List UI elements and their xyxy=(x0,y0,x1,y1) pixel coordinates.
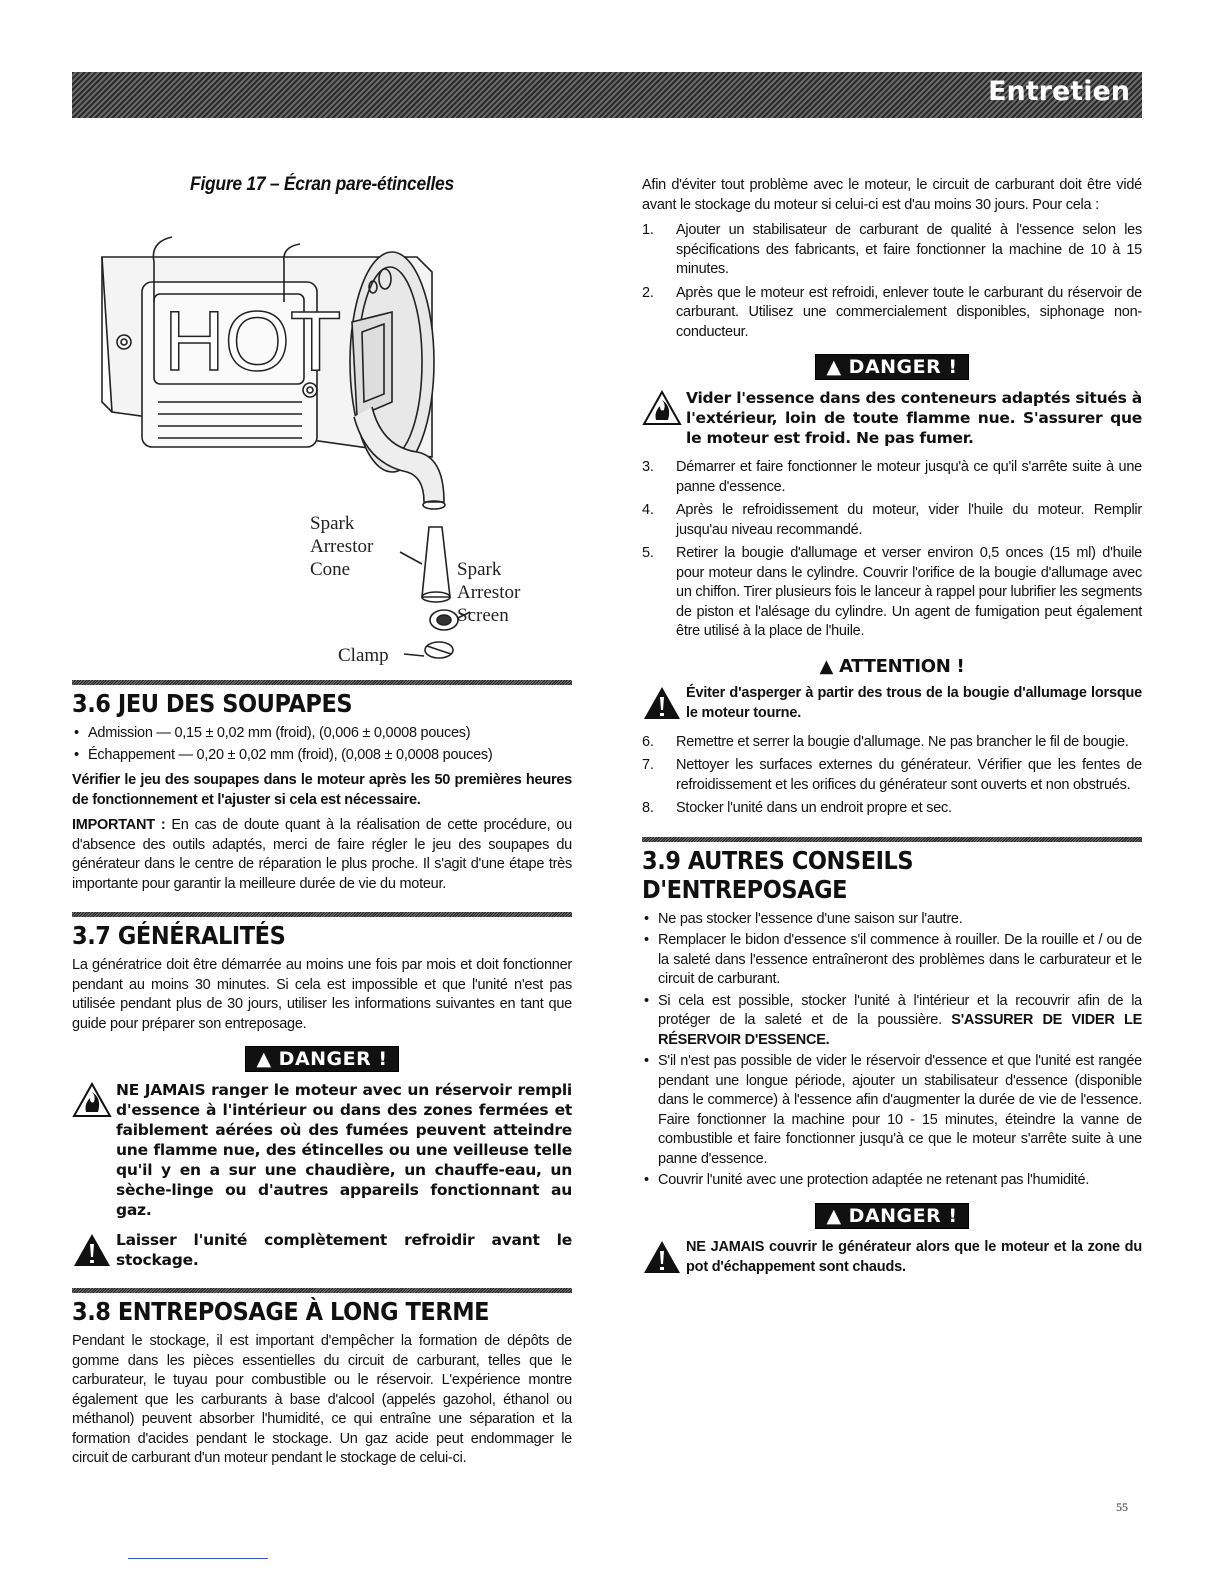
list-item: • Si cela est possible, stocker l'unité à l'intérieur et la recouvrir afin de la protéger de la saleté et de la poussière. S'ASSURER DE VIDER LE RÉSERVOIR D'ESSENCE. xyxy=(642,992,1142,1051)
left-column xyxy=(72,160,572,1475)
section-3-7 xyxy=(72,912,572,1270)
danger-warning-cover: NE JAMAIS couvrir le générateur alors que le moteur et la zone du pot d'échappement sont chauds. xyxy=(642,1237,1142,1277)
section-divider xyxy=(642,837,1142,842)
section-3-8-body: Pendant le stockage, il est important d'empêcher la formation de dépôts de gomme dans les pièces essentielles du circuit de carburant, telles que le carburateur, le tuyau pour combustible ou le réservoir. L'expérience montre également que les carburants à base d'alcool (appelés gazohol, éthanol ou méthanol) peuvent absorber l'humidité, ce qui entraîne une séparation et la formation d'acides pendant le stockage. Un gaz acide peut endommager le circuit de carburant d'un moteur pendant le stockage de celui-ci. xyxy=(72,1333,572,1466)
label-spark-arrestor-screen: Spark Arrestor Screen xyxy=(457,559,521,626)
section-3-8 xyxy=(72,1288,572,1469)
fire-hazard-icon xyxy=(642,390,682,426)
figure-spark-arrestor xyxy=(72,202,572,666)
list-item: • S'il n'est pas possible de vider le réservoir d'essence et que l'unité est rangée pendant une longue période, ajouter un stabilisateur d'essence (disponible dans le commerce) à l'essence afin d'augmenter la durée de vie de l'essence. Faire fonctionner la machine pour 10 - 15 minutes, éteindre la vanne de combustible et faire fonctionner jusqu'à ce que le moteur s'arrête suite à une panne d'essence. xyxy=(642,1052,1142,1169)
list-item: 2. Après que le moteur est refroidi, enlever toute le carburant du réservoir de carburant. Utilisez une commercialement disponibles, siphonage non-conducteur. xyxy=(642,284,1142,340)
important-paragraph: IMPORTANT : En cas de doute quant à la réalisation de cette procédure, ou d'absence des outils adaptés, merci de faire régler le jeu des soupapes du générateur dans le centre de réparation le plus proche. Il s'agit d'une étape très importante pour garantir la meilleure durée de vie du moteur. xyxy=(72,817,572,892)
list-item: 6. Remettre et serrer la bougie d'allumage. Ne pas brancher le fil de bougie. xyxy=(642,733,1129,750)
list-item: • Remplacer le bidon d'essence s'il commence à rouiller. De la rouille et / ou de la saleté dans l'essence entraîneront des problèmes dans le carburateur et le circuit de carburant. xyxy=(642,931,1142,990)
list-item: 7. Nettoyer les surfaces externes du générateur. Vérifier que les fentes de refroidissement et les orifices du générateur sont ouverts et non obstrués. xyxy=(642,757,1142,793)
hot-plate-text: HOT xyxy=(164,294,342,388)
danger-banner: ▲ DANGER ! xyxy=(642,1203,1142,1229)
steps-list-b xyxy=(642,458,1142,642)
danger-banner: ▲ DANGER ! xyxy=(642,354,1142,380)
list-item: • Ne pas stocker l'essence d'une saison sur l'autre. xyxy=(642,910,1142,930)
danger-warning-drain: Vider l'essence dans des conteneurs adaptés situés à l'extérieur, loin de toute flamme nue. S'assurer que le moteur est froid. Ne pas fumer. xyxy=(642,388,1142,448)
section-3-9 xyxy=(642,837,1142,1277)
list-item: 8. Stocker l'unité dans un endroit propre et sec. xyxy=(642,800,952,816)
list-item: 3. Démarrer et faire fonctionner le moteur jusqu'à ce qu'il s'arrête suite à une panne d'essence. xyxy=(642,459,1142,495)
fire-hazard-icon xyxy=(72,1082,112,1118)
attention-banner: ▲ ATTENTION ! xyxy=(819,655,965,677)
header-title: Entretien xyxy=(988,76,1130,107)
caution-cool-down: Laisser l'unité complètement refroidir avant le stockage. xyxy=(72,1230,572,1270)
steps-list-a xyxy=(642,221,1142,342)
section-3-7-title: 3.7 GÉNÉRALITÉS xyxy=(72,921,286,950)
page-number: 55 xyxy=(1116,1500,1128,1514)
footer-line xyxy=(128,1558,268,1559)
list-item: 5. Retirer la bougie d'allumage et verser environ 0,5 onces (15 ml) d'huile pour moteur dans le cylindre. Couvrir l'orifice de la bougie d'allumage avec un chiffon. Tirer plusieurs fois le lanceur à rappel pour lubrifier les segments de piston et l'alésage du cylindre. Un agent de fumigation peut également être utilisé à la place de l'huile. xyxy=(642,545,1142,639)
section-3-6 xyxy=(72,680,572,894)
section-3-8-title: 3.8 ENTREPOSAGE À LONG TERME xyxy=(72,1297,490,1326)
steps-list-c xyxy=(642,733,1142,819)
storage-intro: Afin d'éviter tout problème avec le moteur, le circuit de carburant doit être vidé avant le stockage du moteur si celui-ci est d'au moins 30 jours. Pour cela : xyxy=(642,177,1142,213)
warning-icon xyxy=(642,685,682,721)
list-item: • Couvrir l'unité avec une protection adaptée ne retenant pas l'humidité. xyxy=(642,1171,1142,1191)
section-divider xyxy=(72,1288,572,1293)
caution-spark-plug: Éviter d'asperger à partir des trous de la bougie d'allumage lorsque le moteur tourne. xyxy=(642,683,1142,723)
section-divider xyxy=(72,912,572,917)
figure-caption: Figure 17 – Écran pare-étincelles xyxy=(190,174,454,195)
label-spark-arrestor-cone: Spark Arrestor Cone xyxy=(310,513,374,580)
list-item: 1. Ajouter un stabilisateur de carburant de qualité à l'essence selon les spécifications des fabricants, et faire fonctionner la machine de 10 à 15 minutes. xyxy=(642,222,1142,277)
warning-icon xyxy=(642,1239,682,1275)
header-banner xyxy=(72,72,1142,118)
section-divider xyxy=(72,680,572,685)
valve-check-note: Vérifier le jeu des soupapes dans le moteur après les 50 premières heures de fonctionnement et l'ajuster si cela est nécessaire. xyxy=(72,772,572,808)
list-item: 4. Après le refroidissement du moteur, vider l'huile du moteur. Remplir jusqu'au niveau recommandé. xyxy=(642,502,1142,538)
label-clamp: Clamp xyxy=(338,645,389,666)
danger-warning-fire: NE JAMAIS ranger le moteur avec un réservoir rempli d'essence à l'intérieur ou dans des zones fermées et faiblement aérées où des fumées peuvent atteindre une flamme nue, des étincelles ou une veilleuse telle qu'il y en a sur une chaudière, un chauffe-eau, un sèche-linge ou d'autres appareils fonctionnant au gaz. xyxy=(72,1080,572,1220)
right-column xyxy=(642,176,1142,1287)
danger-banner: ▲ DANGER ! xyxy=(72,1046,572,1072)
storage-tips-list xyxy=(642,910,1142,1191)
warning-icon xyxy=(72,1232,112,1268)
valve-clearance-list xyxy=(72,724,572,765)
list-item: • Échappement — 0,20 ± 0,02 mm (froid), (0,008 ± 0,0008 pouces) xyxy=(72,746,572,766)
section-3-9-title: 3.9 AUTRES CONSEILS D'ENTREPOSAGE xyxy=(642,845,914,904)
section-3-6-title: 3.6 JEU DES SOUPAPES xyxy=(72,689,353,718)
list-item: • Admission — 0,15 ± 0,02 mm (froid), (0,006 ± 0,0008 pouces) xyxy=(72,724,572,744)
section-3-7-body: La génératrice doit être démarrée au moins une fois par mois et doit fonctionner pendant au moins 30 minutes. Si cela est impossible et que l'unité n'est pas utilisée pendant plus de 30 jours, utiliser les informations suivantes en tant que guide pour préparer son entreposage. xyxy=(72,957,572,1032)
